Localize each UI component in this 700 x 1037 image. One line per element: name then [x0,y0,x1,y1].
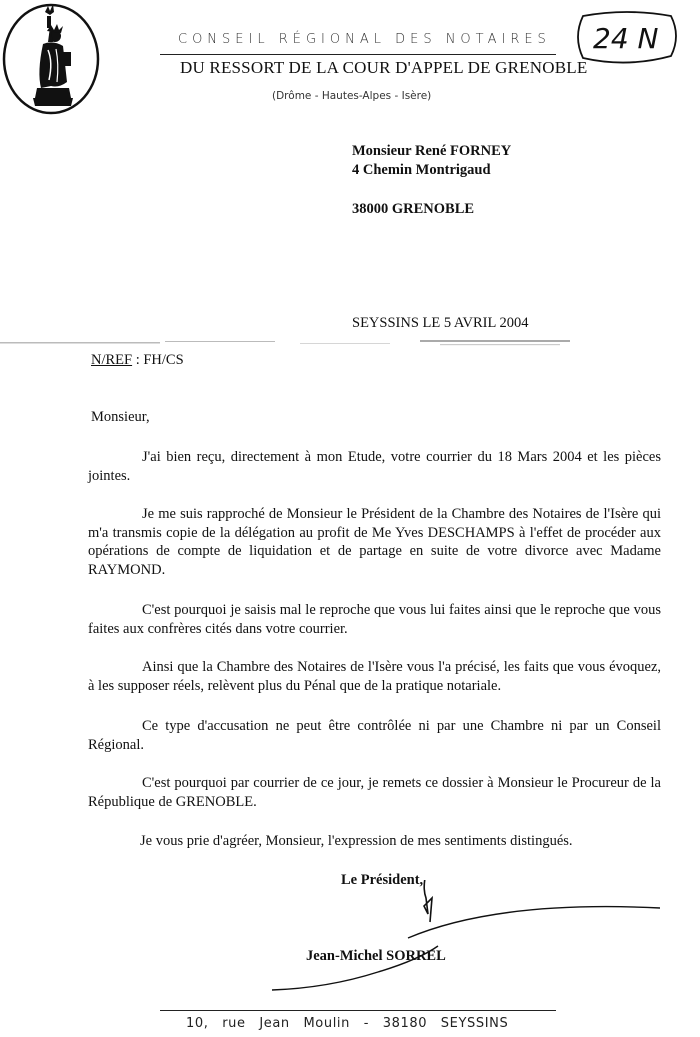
handwritten-signature [268,880,660,996]
org-name-line2: DU RESSORT DE LA COUR D'APPEL DE GRENOBLE [180,58,588,77]
footer-address: 10, rue Jean Moulin - 38180 SEYSSINS [186,1016,509,1031]
recipient-city: 38000 GRENOBLE [352,201,475,217]
reference-value: : FH/CS [132,352,184,368]
liberty-statue-seal-icon [1,2,101,116]
scan-noise-band [0,336,700,350]
body-paragraph-4: Ainsi que la Chambre des Notaires de l'Isère vous l'a précisé, les faits que vous évoquez, à les supposer réels, relèvent plus du Pénal que de la pratique notariale. [88,659,661,694]
recipient-name: Monsieur René FORNEY [352,143,512,159]
salutation: Monsieur, [91,409,150,425]
org-jurisdiction: (Drôme - Hautes-Alpes - Isère) [272,90,432,102]
body-paragraph-1: J'ai bien reçu, directement à mon Etude, votre courrier du 18 Mars 2004 et les pièces jointes. [88,449,661,484]
footer-divider [160,1010,556,1011]
body-paragraph-6: C'est pourquoi par courrier de ce jour, je remets ce dossier à Monsieur le Procureur de la République de GRENOBLE. [88,775,661,810]
our-reference [91,352,184,369]
body-paragraph-3: C'est pourquoi je saisis mal le reproche que vous lui faites ainsi que le reproche que vous faites aux confrères cités dans votre courrier. [88,602,661,637]
letter-date: SEYSSINS LE 5 AVRIL 2004 [352,315,529,331]
signatory-name: Jean-Michel SORREL [306,948,446,964]
recipient-street: 4 Chemin Montrigaud [352,162,491,178]
signatory-title: Le Président, [341,872,424,888]
handwritten-reference-stamp [571,10,683,64]
reference-label: N/REF [91,352,133,368]
org-name-line1: CONSEIL RÉGIONAL DES NOTAIRES [178,32,551,47]
body-paragraph-5: Ce type d'accusation ne peut être contrôlée ni par une Chambre ni par un Conseil Régional. [88,718,661,753]
body-paragraph-2: Je me suis rapproché de Monsieur le Président de la Chambre des Notaires de l'Isère qui m'a transmis copie de la délégation au profit de Me Yves DESCHAMPS à l'effet de procéder aux opérations de compte de liquidation et de partage en suite de votre divorce avec Madame RAYMOND. [88,506,661,578]
body-paragraph-7: Je vous prie d'agréer, Monsieur, l'expression de mes sentiments distingués. [140,833,573,849]
handwritten-ref-text: 24 N [593,22,659,55]
header-divider [160,54,556,55]
